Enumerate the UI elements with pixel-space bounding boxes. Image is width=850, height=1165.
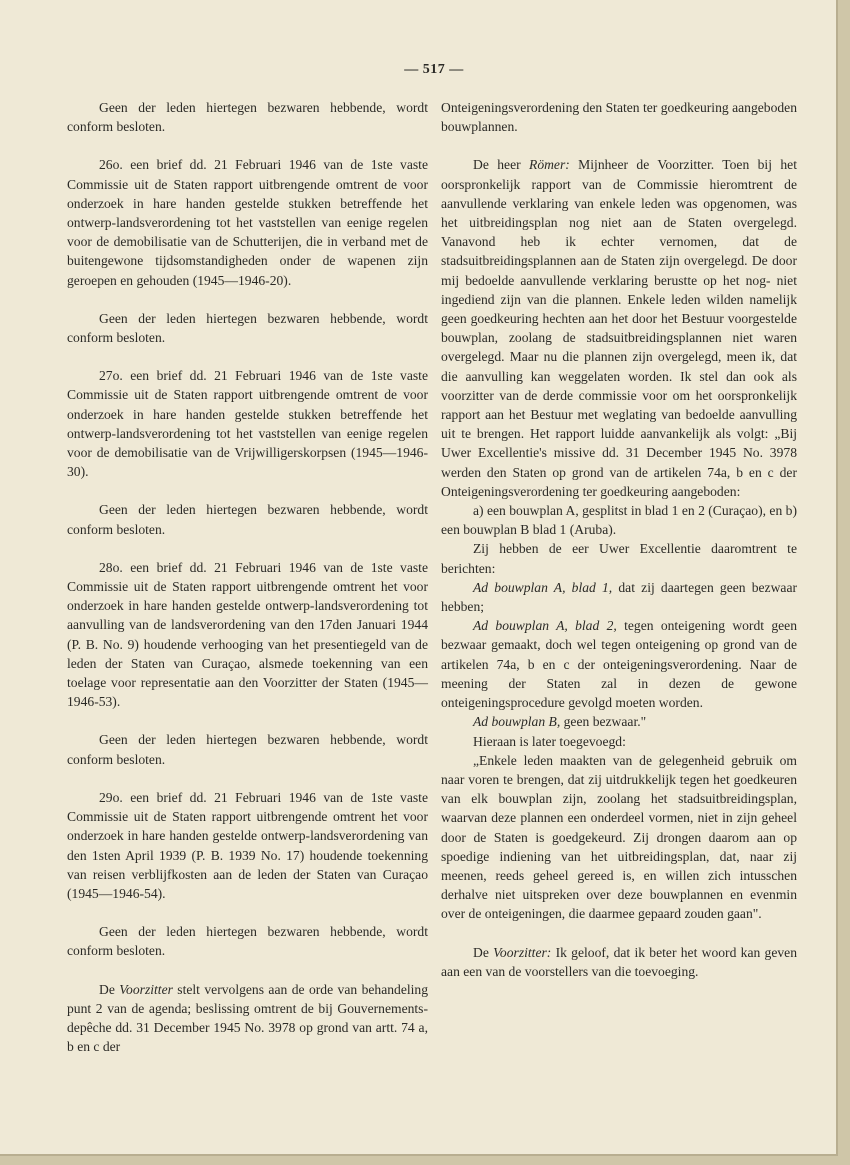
paragraph: 27o. een brief dd. 21 Februari 1946 van de 1ste vaste Commissie uit de Staten rapport uitbrengende omtrent de voor onderzoek in hare handen gestelde stukken betreffende het ontwerp-landsverordening tot het vaststellen van eenige regelen voor de demobilisatie van de Vrijwilligerskorpsen (1945—1946-30). — [67, 368, 428, 480]
paragraph: De Voorzitter stelt vervolgens aan de orde van behandeling punt 2 van de agenda; beslissing omtrent de bij Gouvernements-depêche dd. 31 December 1945 No. 3978 op grond van artt. 74 a, b en c der — [67, 981, 428, 1055]
paragraph: 28o. een brief dd. 21 Februari 1946 van de 1ste vaste Commissie uit de Staten rapport uitbrengende omtrent het voor onderzoek in hare handen gestelde ontwerp-landsverordening tot aanvulling van de landsverordening van den 17den Januari 1944 (P. B. No. 9) houdende verhooging van het presentiegeld van de leden der Staten van Curaçao, alsmede toekenning van een toelage voor representatie aan den Voorzitter der Staten (1945—1946-53). — [67, 559, 428, 710]
paragraph: De heer Römer: Mijnheer de Voorzitter. Toen bij het oorspronkelijk rapport van de Commissie hieromtrent de aanvullende verklaring van enkele leden was opgenomen, was het uitbreidingsplan nog niet aan de Staten overgelegd. Vanavond heb ik echter vernomen, dat de stadsuitbreidingsplannen aan de Staten zijn overgelegd. De door mij bedoelde aanvullende verklaring berustte op het nog- niet ingediend zijn van die plannen. Enkele leden wilden namelijk geen goedkeuring hechten aan het door het Bestuur voorgestelde bouwplan, zoolang de stadsuitbreidingsplannen niet waren overgelegd. Maar nu die plannen zijn overgelegd, meen ik, dat die aanvulling kan weggelaten worden. Ik stel dan ook als voorzitter van de derde commissie voor om het oorspronkelijk rapport aan het Bestuur met weglating van bedoelde aanvulling uit te brengen. Het rapport luidde aanvankelijk als volgt: „Bij Uwer Excellentie's missive dd. 31 December 1945 No. 3978 werden den Staten op grond van de artikelen 74a, b en c der Onteigeningsverordening ter goedkeuring aangeboden: — [441, 157, 797, 499]
speaker-name: Voorzitter — [119, 981, 173, 997]
paragraph: a) een bouwplan A, gesplitst in blad 1 en 2 (Curaçao), en b) een bouwplan B blad 1 (Aruba). — [441, 503, 797, 538]
paragraph: Hieraan is later toegevoegd: — [473, 733, 626, 749]
left-column — [67, 98, 428, 1056]
paragraph: Geen der leden hiertegen bezwaren hebbende, wordt conform besloten. — [67, 310, 428, 346]
paragraph: Zij hebben de eer Uwer Excellentie daaromtrent te berichten: — [441, 541, 797, 576]
paragraph: Ad bouwplan A, blad 1, dat zij daartegen geen bezwaar hebben; — [441, 579, 798, 615]
speaker-name: Voorzitter: — [493, 944, 552, 960]
paragraph: Ad bouwplan B, geen bezwaar." — [473, 714, 647, 730]
page-number: — 517 — — [404, 62, 464, 77]
paragraph: 26o. een brief dd. 21 Februari 1946 van de 1ste vaste Commissie uit de Staten rapport uitbrengende omtrent de voor onderzoek in hare handen gestelde stukken betreffende het ontwerp-landsverordening tot het vaststellen van eenige regelen voor de demobilisatie van de Schutterijen, die in verband met de buitengewone tijdsomstandigheden onder de wapenen zijn geroepen en gehouden (1945—1946-20). — [67, 157, 428, 288]
paragraph: Onteigeningsverordening den Staten ter goedkeuring aangeboden bouwplannen. — [441, 100, 797, 135]
paragraph: Geen der leden hiertegen bezwaren hebbende, wordt conform besloten. — [67, 924, 428, 959]
paragraph: 29o. een brief dd. 21 Februari 1946 van de 1ste vaste Commissie uit de Staten rapport uitbrengende omtrent het voor onderzoek in hare handen gestelde ontwerp-landsverordening van den 1sten April 1939 (P. B. 1939 No. 17) houdende toekenning van reisen verblijfkosten aan de leden der Staten van Curaçao (1945—1946-54). — [67, 789, 428, 901]
paragraph: Geen der leden hiertegen bezwaren hebbende, wordt conform besloten. — [67, 100, 428, 135]
right-column — [441, 98, 797, 981]
paragraph: De Voorzitter: Ik geloof, dat ik beter het woord kan geven aan een van de voorstellers van die toevoeging. — [441, 944, 798, 979]
paragraph: Geen der leden hiertegen bezwaren hebbende, wordt conform besloten. — [67, 502, 428, 537]
paragraph: Geen der leden hiertegen bezwaren hebbende, wordt conform besloten. — [67, 732, 428, 767]
speaker-name: Römer: — [529, 157, 570, 173]
paragraph: Ad bouwplan A, blad 2, tegen onteigening wordt geen bezwaar gemaakt, doch wel tegen onteigening op grond van de artikelen 74a, b en c der onteigeningsverordening. Naar de meening der Staten zal in dezen de gewone onteigeningsprocedure gevolgd moeten worden. — [441, 618, 797, 711]
paragraph: „Enkele leden maakten van de gelegenheid gebruik om naar voren te brengen, dat zij uitdrukkelijk tegen het goedkeuren van elk bouwplan zijn, zoolang het stadsuitbreidingsplan, waarvan deze plannen een onderdeel vormen, niet in zijn geheel door de Staten is goedgekeurd. Zij drongen daarom aan op spoedige indiening van het uitbreidingsplan, dat, naar zij meenen, reeds geheel gereed is, en willen zich intusschen derhalve niet uitspreken over deze bouwplannen en evenmin over de onteigeningen, die daarmee gepaard zouden gaan". — [441, 752, 797, 922]
